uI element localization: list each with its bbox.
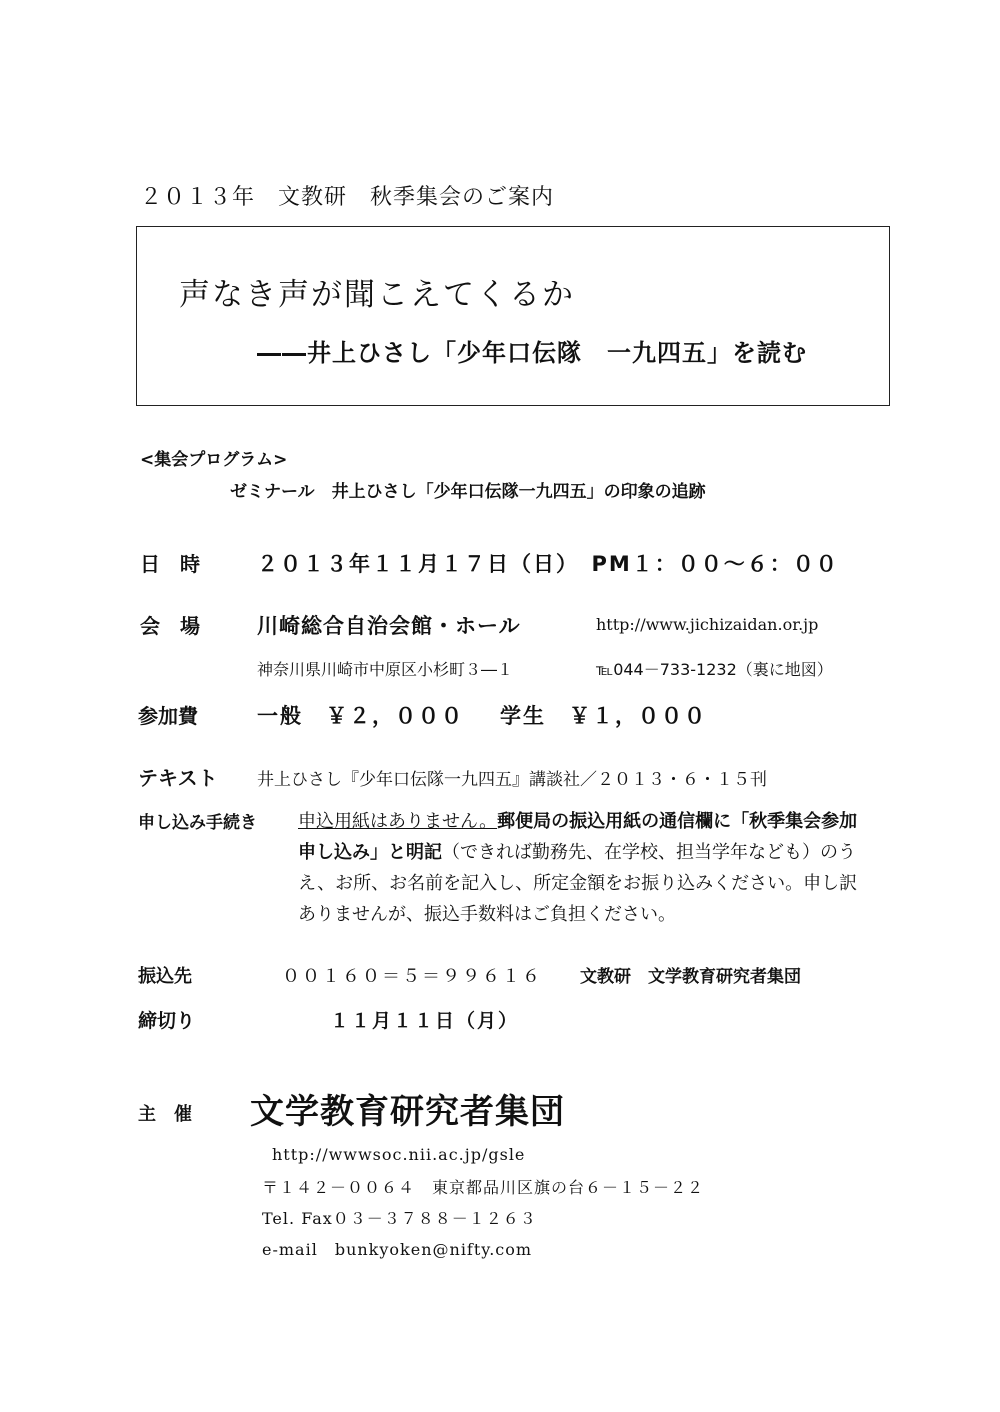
application-text	[298, 806, 858, 930]
organizer-email[interactable]: e-mail bunkyoken@nifty.com	[262, 1240, 533, 1259]
organizer-tel: Tel. Fax０３－３７８８－１２６３	[262, 1209, 537, 1228]
fee-label: 参加費	[138, 704, 198, 728]
text-value: 井上ひさし『少年口伝隊一九四五』講談社／２０１３・６・１５刊	[257, 770, 767, 790]
program-description: ゼミナール 井上ひさし「少年口伝隊一九四五」の印象の追跡	[230, 482, 706, 502]
venue-label: 会 場	[140, 614, 200, 638]
header-title: ２０１３年 文教研 秋季集会のご案内	[140, 185, 555, 210]
sub-title: ――井上ひさし「少年口伝隊 一九四五」を読む	[257, 339, 807, 367]
venue-url[interactable]: http://www.jichizaidan.or.jp	[596, 615, 819, 634]
deadline-value: １１月１１日（月）	[330, 1010, 520, 1032]
application-details: （できれば勤務先、在学校、担当学年なども）のうえ、お所、お名前を記入し、所定金額をお振り込みください。申し訳ありませんが、振込手数料はご負担ください。	[298, 842, 858, 925]
deadline-label: 締切り	[138, 1010, 196, 1032]
title-box	[136, 226, 890, 406]
venue-address: 神奈川県川崎市中原区小杉町３―１	[257, 660, 514, 679]
venue-name: 川崎総合自治会館・ホール	[257, 614, 521, 638]
application-note: 申込用紙はありません。	[298, 811, 498, 832]
transfer-holder: 文教研 文学教育研究者集団	[580, 967, 801, 987]
organizer-label: 主 催	[138, 1104, 192, 1125]
fee-student: 学生 ￥１，０００	[500, 704, 707, 728]
organizer-address: 〒１４２－００６４ 東京都品川区旗の台６－１５－２２	[262, 1178, 705, 1197]
program-label: <集会プログラム>	[140, 450, 288, 470]
transfer-label: 振込先	[138, 966, 192, 987]
organizer-name: 文学教育研究者集団	[250, 1092, 565, 1132]
datetime-label: 日 時	[140, 552, 200, 576]
organizer-url[interactable]: http://wwwsoc.nii.ac.jp/gsle	[272, 1145, 526, 1164]
text-label: テキスト	[138, 766, 218, 790]
transfer-account: ００１６０＝５＝９９６１６	[282, 966, 542, 987]
application-label: 申し込み手続き	[138, 813, 257, 833]
datetime-value: ２０１３年１１月１７日（日） PM１：００～６：００	[257, 552, 839, 576]
venue-tel: ℡044－733-1232（裏に地図）	[596, 660, 833, 679]
application-instruction: 郵便局の振込用紙の通信欄に「秋季集会参加申し込み」と明記	[298, 811, 858, 863]
main-title: 声なき声が聞こえてくるか	[179, 277, 575, 313]
fee-general: 一般 ￥２，０００	[257, 704, 464, 728]
